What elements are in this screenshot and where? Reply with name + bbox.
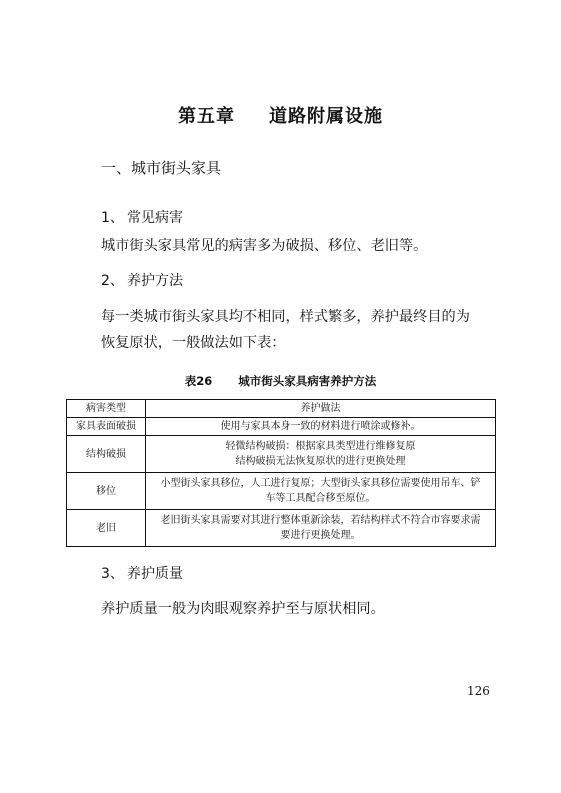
- method-line: 老旧街头家具需要对其进行整体重新涂装，若结构样式不符合市容要求需: [160, 515, 481, 526]
- table-caption: [0, 373, 561, 389]
- table-cell-type: 结构破损: [67, 436, 146, 473]
- table-cell-method: [146, 510, 496, 547]
- subsection-heading-1: [101, 207, 183, 227]
- subsection-title: 养护方法: [127, 273, 183, 289]
- table-cell-method: [146, 418, 496, 436]
- table-cell-method: [146, 473, 496, 510]
- method-line: 使用与家具本身一致的材料进行喷涂或修补。: [220, 421, 421, 432]
- method-line: 车等工具配合移至原位。: [265, 493, 376, 504]
- table-cell-method: [146, 436, 496, 473]
- chapter-label: 第五章: [178, 106, 235, 127]
- method-line: 轻微结构破损：根据家具类型进行维修复原: [225, 441, 416, 452]
- table-header-cell: 养护做法: [146, 400, 496, 418]
- subsection-number: 3、: [101, 566, 124, 582]
- paragraph-line: 恢复原状，一般做法如下表：: [101, 335, 286, 351]
- subsection-heading-3: [101, 563, 183, 583]
- chapter-title: 道路附属设施: [269, 106, 383, 127]
- subsection-number: 1、: [101, 210, 124, 226]
- table-cell-type: 老旧: [67, 510, 146, 547]
- paragraph-line: 每一类城市街头家具均不相同，样式繁多，养护最终目的为: [101, 309, 470, 325]
- table-cell-type: 家具表面破损: [67, 418, 146, 436]
- table-cell-type: 移位: [67, 473, 146, 510]
- method-line: 要进行更换处理。: [280, 530, 361, 541]
- table-caption-title: 城市街头家具病害养护方法: [238, 374, 377, 388]
- page-number: 126: [467, 684, 490, 698]
- method-line: 结构破损无法恢复原状的进行更换处理: [235, 456, 406, 467]
- table-header-row: [67, 400, 496, 418]
- method-line: 小型街头家具移位，人工进行复原；大型街头家具移位需要使用吊车、铲: [160, 478, 481, 489]
- table-row: [67, 473, 496, 510]
- paragraph-diseases: 城市街头家具常见的病害多为破损、移位、老旧等。: [101, 238, 428, 254]
- table-header-cell: 病害类型: [67, 400, 146, 418]
- table-row: [67, 510, 496, 547]
- subsection-title: 常见病害: [127, 210, 183, 226]
- subsection-number: 2、: [101, 273, 124, 289]
- paragraph-methods: [101, 304, 496, 356]
- subsection-heading-2: [101, 270, 183, 290]
- table-row: [67, 418, 496, 436]
- chapter-heading: [0, 102, 561, 128]
- table-caption-number: 表26: [184, 374, 213, 388]
- table-row: [67, 436, 496, 473]
- section-heading: 一、城市街头家具: [101, 159, 222, 177]
- maintenance-table: [66, 399, 496, 547]
- subsection-title: 养护质量: [127, 566, 183, 582]
- paragraph-quality: 养护质量一般为肉眼观察养护至与原状相同。: [101, 601, 385, 617]
